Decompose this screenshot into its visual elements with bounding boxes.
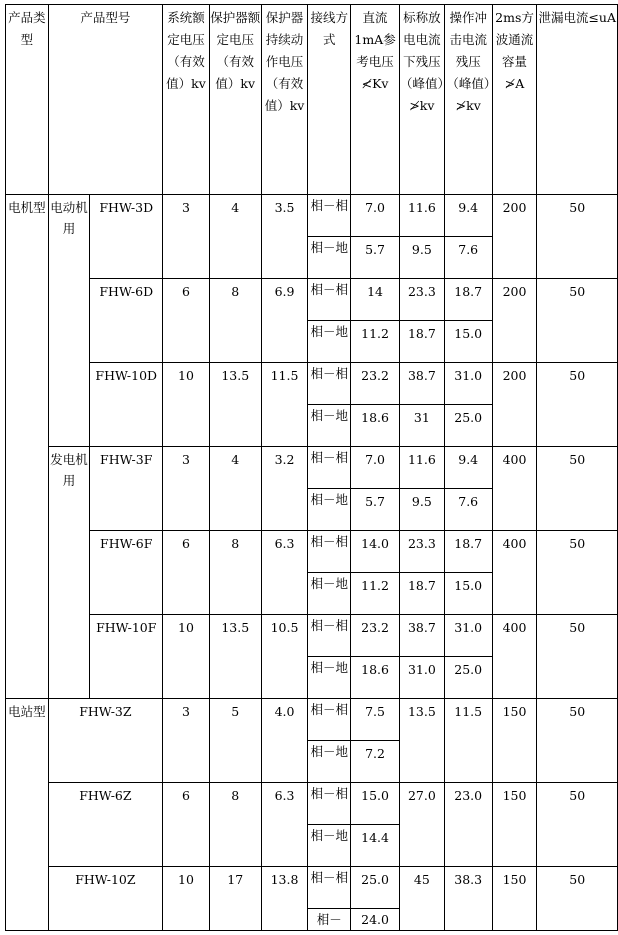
model-cell: FHW-6D (90, 279, 163, 363)
table-row (6, 447, 618, 489)
table-row (6, 783, 618, 825)
impulse-cell: 31.0 (444, 363, 492, 405)
wiring-cell: 相－相 (308, 531, 351, 573)
table-row (6, 195, 618, 237)
impulse-cell: 38.3 (444, 867, 492, 931)
subtype: 发电机用 (48, 447, 90, 699)
continuous-cell: 6.9 (261, 279, 308, 363)
wiring-cell: 相－ (308, 909, 351, 931)
model-cell: FHW-3Z (48, 699, 162, 783)
header-model: 产品型号 (48, 5, 162, 195)
residual-cell: 18.7 (399, 321, 444, 363)
dc-cell: 23.2 (351, 363, 400, 405)
capacity-cell: 400 (492, 531, 537, 615)
table-row (6, 363, 618, 405)
model-cell: FHW-3F (90, 447, 163, 531)
arrester-cell: 8 (209, 531, 261, 615)
header-continuous: 保护器持续动作电压（有效值）kv (261, 5, 308, 195)
residual-cell: 11.6 (399, 195, 444, 237)
capacity-cell: 400 (492, 447, 537, 531)
impulse-cell: 7.6 (444, 237, 492, 279)
residual-cell: 23.3 (399, 531, 444, 573)
header-row (6, 5, 618, 195)
residual-cell: 31 (399, 405, 444, 447)
leakage-cell: 50 (537, 195, 618, 279)
rated-cell: 6 (163, 279, 210, 363)
impulse-cell: 11.5 (444, 699, 492, 783)
arrester-cell: 4 (209, 195, 261, 279)
leakage-cell: 50 (537, 279, 618, 363)
dc-cell: 14.4 (351, 825, 400, 867)
header-arrester-rated: 保护器额定电压（有效值）kv (209, 5, 261, 195)
impulse-cell: 18.7 (444, 279, 492, 321)
wiring-cell: 相－地 (308, 825, 351, 867)
capacity-cell: 150 (492, 867, 537, 931)
wiring-cell: 相－地 (308, 489, 351, 531)
arrester-cell: 8 (209, 279, 261, 363)
capacity-cell: 400 (492, 615, 537, 699)
wiring-cell: 相－相 (308, 363, 351, 405)
model-cell: FHW-10Z (48, 867, 162, 931)
continuous-cell: 13.8 (261, 867, 308, 931)
dc-cell: 25.0 (351, 867, 400, 909)
continuous-cell: 6.3 (261, 783, 308, 867)
leakage-cell: 50 (537, 447, 618, 531)
spec-table (5, 4, 618, 931)
capacity-cell: 200 (492, 195, 537, 279)
table-row (6, 699, 618, 741)
residual-cell: 45 (399, 867, 444, 931)
residual-cell: 18.7 (399, 573, 444, 615)
model-cell: FHW-10F (90, 615, 163, 699)
dc-cell: 18.6 (351, 405, 400, 447)
impulse-cell: 31.0 (444, 615, 492, 657)
residual-cell: 38.7 (399, 363, 444, 405)
rated-cell: 10 (163, 615, 210, 699)
wiring-cell: 相－相 (308, 195, 351, 237)
wiring-cell: 相－地 (308, 237, 351, 279)
wiring-cell: 相－地 (308, 405, 351, 447)
capacity-cell: 150 (492, 699, 537, 783)
impulse-cell: 18.7 (444, 531, 492, 573)
rated-cell: 3 (163, 447, 210, 531)
dc-cell: 24.0 (351, 909, 400, 931)
dc-cell: 11.2 (351, 321, 400, 363)
leakage-cell: 50 (537, 615, 618, 699)
table-row (6, 615, 618, 657)
wiring-cell: 相－相 (308, 783, 351, 825)
wiring-cell: 相－相 (308, 699, 351, 741)
impulse-cell: 15.0 (444, 321, 492, 363)
impulse-cell: 23.0 (444, 783, 492, 867)
wiring-cell: 相－地 (308, 573, 351, 615)
header-wiring: 接线方式 (308, 5, 351, 195)
header-impulse: 操作冲击电流残压（峰值）≯kv (444, 5, 492, 195)
residual-cell: 27.0 (399, 783, 444, 867)
rated-cell: 3 (163, 195, 210, 279)
dc-cell: 7.5 (351, 699, 400, 741)
leakage-cell: 50 (537, 531, 618, 615)
dc-cell: 5.7 (351, 489, 400, 531)
rated-cell: 6 (163, 783, 210, 867)
table-row (6, 867, 618, 909)
table-row (6, 531, 618, 573)
dc-cell: 15.0 (351, 783, 400, 825)
impulse-cell: 9.4 (444, 447, 492, 489)
leakage-cell: 50 (537, 867, 618, 931)
residual-cell: 9.5 (399, 489, 444, 531)
header-capacity: 2ms方波通流容量≯A (492, 5, 537, 195)
leakage-cell: 50 (537, 699, 618, 783)
wiring-cell: 相－相 (308, 615, 351, 657)
impulse-cell: 25.0 (444, 657, 492, 699)
subtype: 电动机用 (48, 195, 90, 447)
header-residual: 标称放电电流下残压（峰值）≯kv (399, 5, 444, 195)
dc-cell: 5.7 (351, 237, 400, 279)
dc-cell: 14 (351, 279, 400, 321)
continuous-cell: 3.5 (261, 195, 308, 279)
model-cell: FHW-6Z (48, 783, 162, 867)
group-type: 电机型 (6, 195, 49, 699)
dc-cell: 7.2 (351, 741, 400, 783)
rated-cell: 10 (163, 867, 210, 931)
header-leakage: 泄漏电流≤uA (537, 5, 618, 195)
arrester-cell: 8 (209, 783, 261, 867)
wiring-cell: 相－地 (308, 321, 351, 363)
arrester-cell: 5 (209, 699, 261, 783)
impulse-cell: 7.6 (444, 489, 492, 531)
leakage-cell: 50 (537, 783, 618, 867)
residual-cell: 11.6 (399, 447, 444, 489)
continuous-cell: 3.2 (261, 447, 308, 531)
arrester-cell: 17 (209, 867, 261, 931)
residual-cell: 9.5 (399, 237, 444, 279)
residual-cell: 13.5 (399, 699, 444, 783)
header-type: 产品类型 (6, 5, 49, 195)
arrester-cell: 4 (209, 447, 261, 531)
capacity-cell: 200 (492, 363, 537, 447)
arrester-cell: 13.5 (209, 615, 261, 699)
continuous-cell: 4.0 (261, 699, 308, 783)
capacity-cell: 200 (492, 279, 537, 363)
impulse-cell: 25.0 (444, 405, 492, 447)
wiring-cell: 相－相 (308, 867, 351, 909)
model-cell: FHW-3D (90, 195, 163, 279)
rated-cell: 10 (163, 363, 210, 447)
residual-cell: 31.0 (399, 657, 444, 699)
group-type: 电站型 (6, 699, 49, 931)
wiring-cell: 相－地 (308, 657, 351, 699)
continuous-cell: 6.3 (261, 531, 308, 615)
model-cell: FHW-10D (90, 363, 163, 447)
table-row (6, 279, 618, 321)
residual-cell: 38.7 (399, 615, 444, 657)
model-cell: FHW-6F (90, 531, 163, 615)
header-rated-voltage: 系统额定电压（有效值）kv (163, 5, 210, 195)
rated-cell: 6 (163, 531, 210, 615)
leakage-cell: 50 (537, 363, 618, 447)
wiring-cell: 相－相 (308, 279, 351, 321)
arrester-cell: 13.5 (209, 363, 261, 447)
dc-cell: 11.2 (351, 573, 400, 615)
dc-cell: 23.2 (351, 615, 400, 657)
continuous-cell: 10.5 (261, 615, 308, 699)
rated-cell: 3 (163, 699, 210, 783)
dc-cell: 7.0 (351, 195, 400, 237)
residual-cell: 23.3 (399, 279, 444, 321)
impulse-cell: 15.0 (444, 573, 492, 615)
wiring-cell: 相－地 (308, 741, 351, 783)
continuous-cell: 11.5 (261, 363, 308, 447)
header-dc-voltage: 直流1mA参考电压≮Kv (351, 5, 400, 195)
dc-cell: 18.6 (351, 657, 400, 699)
wiring-cell: 相－相 (308, 447, 351, 489)
capacity-cell: 150 (492, 783, 537, 867)
dc-cell: 14.0 (351, 531, 400, 573)
dc-cell: 7.0 (351, 447, 400, 489)
impulse-cell: 9.4 (444, 195, 492, 237)
